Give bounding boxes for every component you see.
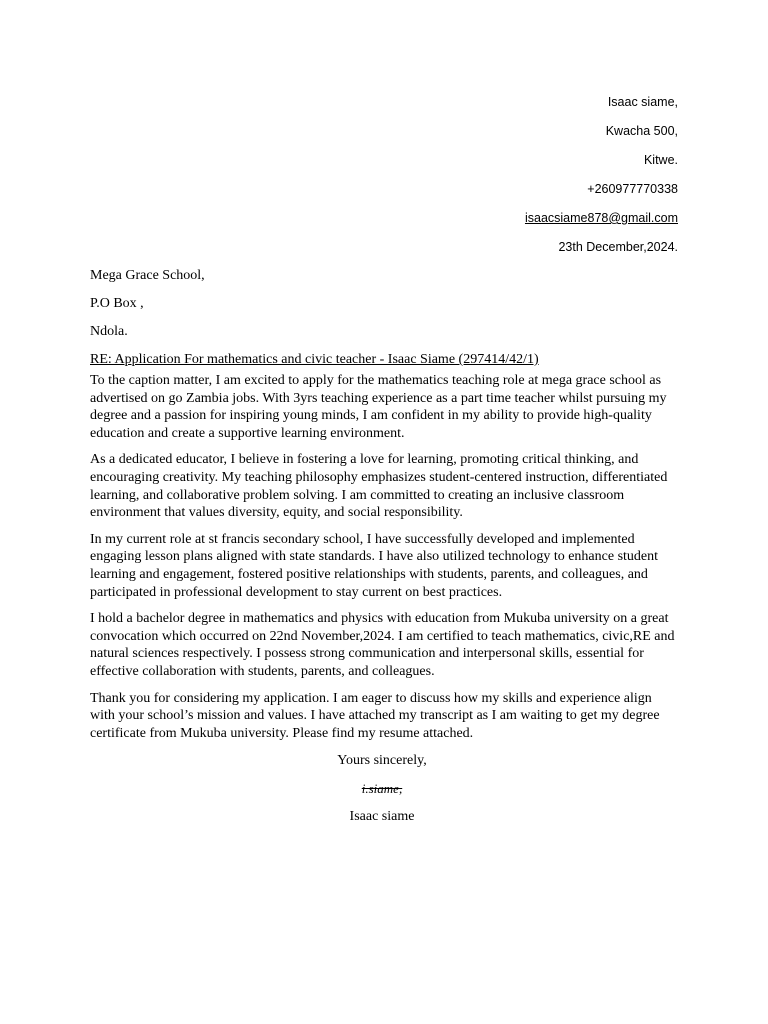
closing-salutation: Yours sincerely, bbox=[337, 753, 427, 769]
sender-phone: +260977770338 bbox=[587, 182, 678, 196]
sender-address-block bbox=[300, 93, 678, 267]
subject-line: RE: Application For mathematics and civic teacher - Isaac Siame (297414/42/1) bbox=[90, 352, 539, 367]
sender-street: Kwacha 500, bbox=[605, 124, 678, 138]
letter-date: 23th December,2024. bbox=[558, 240, 678, 254]
letter-body bbox=[90, 266, 678, 835]
recipient-name: Mega Grace School, bbox=[90, 268, 205, 283]
paragraph-qualifications: I hold a bachelor degree in mathematics and physics with education from Mukuba university on a great convocation which occurred on 22nd November,2024. I am certified to teach mathematics, civic,RE and natural sciences respectively. I possess strong communication and interpersonal skills, essential for effective collaboration with students, parents, and colleagues. bbox=[90, 611, 675, 679]
sender-email-link[interactable]: isaacsiame878@gmail.com bbox=[524, 211, 678, 225]
closing-name: Isaac siame bbox=[349, 809, 415, 825]
recipient-box: P.O Box , bbox=[90, 296, 144, 311]
sender-town: Kitwe. bbox=[643, 153, 678, 167]
sender-name: Isaac siame, bbox=[607, 95, 678, 109]
paragraph-philosophy: As a dedicated educator, I believe in fostering a love for learning, promoting critical thinking, and encouraging creativity. My teaching philosophy emphasizes student-centered instruction, differentiated learning, and collaborative problem solving. I am committed to creating an inclusive classroom environment that values diversity, equity, and social responsibility. bbox=[90, 452, 668, 521]
paragraph-thanks: Thank you for considering my application. I am eager to discuss how my skills and experience align with your school’s mission and values. I have attached my transcript as I am waiting to get my degree certificate from Mukuba university. Please find my resume attached. bbox=[90, 690, 660, 741]
paragraph-current-role: In my current role at st francis secondary school, I have successfully developed and implemented engaging lesson plans aligned with state standards. I have also utilized technology to enhance student learning and engagement, fostered positive relationships with students, parents, and colleagues, and participated in professional development to stay current on best practices. bbox=[90, 531, 659, 600]
signature: i.siame, bbox=[361, 781, 403, 797]
paragraph-intro: To the caption matter, I am excited to apply for the mathematics teaching role at mega grace school as advertised on go Zambia jobs. With 3yrs teaching experience as a part time teacher whilst pursuing my degree and a passion for inspiring young minds, I am confident in my ability to provide high-quality education and create a supportive learning environment. bbox=[90, 373, 667, 441]
closing-block bbox=[88, 751, 676, 835]
recipient-town: Ndola. bbox=[90, 324, 128, 339]
